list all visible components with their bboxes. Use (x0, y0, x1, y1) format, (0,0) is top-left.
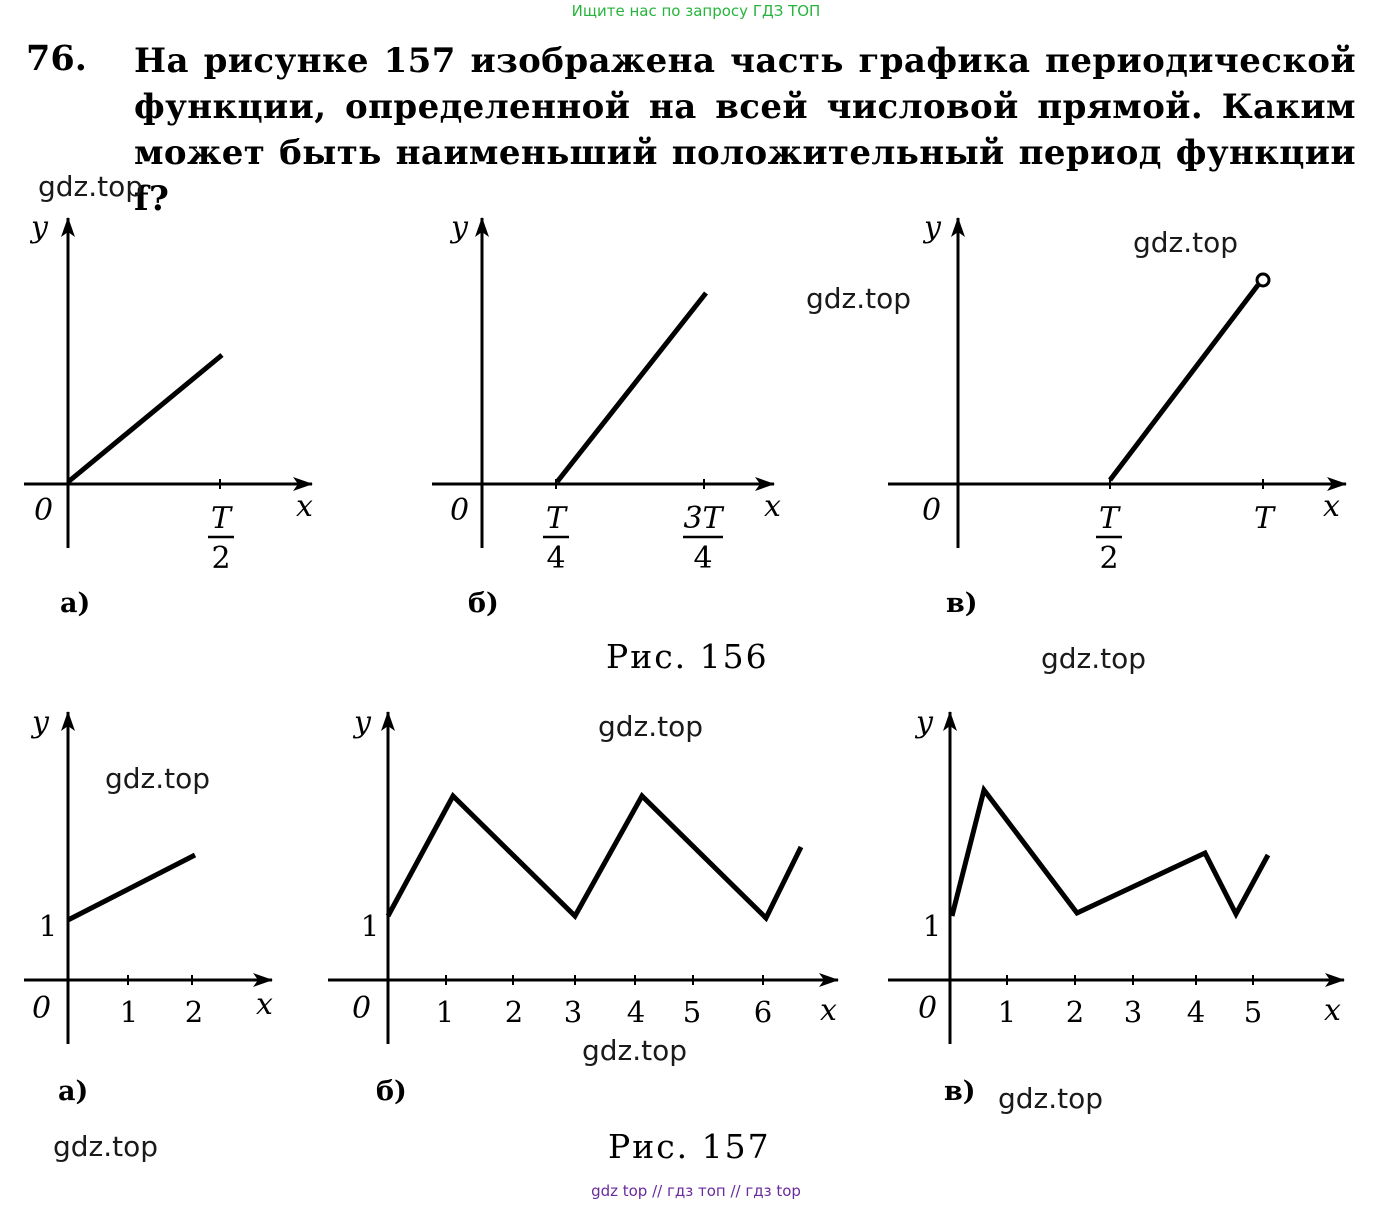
tick-label-numerator: T (1098, 501, 1120, 536)
watermark: gdz.top (998, 1082, 1104, 1115)
tick-label: T (1253, 501, 1275, 536)
fig157b-graph-polyline (388, 796, 801, 918)
x-axis-label: x (1324, 993, 1341, 1028)
problem-statement: На рисунке 157 изображена часть графика периодической функции, определенной на всей числовой прямой. Каким может быть наименьший положительный период функции f? (134, 41, 1356, 219)
figure-caption: Рис. 156 (606, 637, 769, 676)
problem-number: 76. (26, 38, 87, 79)
fig157a-graph-segment (68, 855, 195, 920)
origin-label: 0 (450, 493, 470, 528)
subfigure-label: а) (58, 1076, 89, 1107)
subfigure-label: в) (944, 1076, 976, 1107)
x-axis-label: x (296, 489, 313, 524)
watermark: gdz.top (1133, 226, 1239, 259)
watermark: gdz.top (582, 1034, 688, 1067)
fig156v-graph-segment (1110, 285, 1258, 480)
x-tick-label: 3 (563, 995, 583, 1029)
tick-label-numerator: 3T (683, 501, 723, 536)
x-tick-label: 5 (682, 995, 702, 1029)
watermark: gdz.top (53, 1130, 159, 1163)
x-tick-label: 1 (997, 995, 1017, 1029)
fig157v-graph-polyline (952, 790, 1268, 916)
y-axis-label: y (916, 705, 933, 740)
y-axis-label: y (924, 210, 941, 245)
x-tick-label: 2 (1065, 995, 1085, 1029)
origin-label: 0 (918, 991, 938, 1026)
y-axis-label: y (31, 210, 48, 245)
tick-label-denominator: 4 (693, 541, 713, 576)
footer-links[interactable]: gdz top // гдз топ // гдз top (591, 1182, 801, 1200)
tick-label-denominator: 2 (1099, 541, 1119, 576)
figure-caption: Рис. 157 (608, 1127, 771, 1166)
x-tick-label: 1 (435, 995, 455, 1029)
x-tick-label: 1 (119, 995, 139, 1029)
y-tick-label: 1 (38, 909, 58, 943)
tick-label-denominator: 2 (211, 541, 231, 576)
x-tick-label: 4 (626, 995, 646, 1029)
x-tick-label: 2 (184, 995, 204, 1029)
watermark: gdz.top (598, 710, 704, 743)
watermark: gdz.top (105, 762, 211, 795)
y-axis-label: y (354, 705, 371, 740)
subfigure-label: а) (60, 588, 91, 619)
x-tick-label: 3 (1123, 995, 1143, 1029)
x-tick-label: 5 (1243, 995, 1263, 1029)
subfigure-label: в) (946, 588, 978, 619)
watermark: gdz.top (806, 282, 912, 315)
fig156a-graph-segment (68, 355, 222, 482)
origin-label: 0 (32, 991, 52, 1026)
search-hint-banner: Ищите нас по запросу ГДЗ ТОП (571, 2, 821, 20)
watermark: gdz.top (38, 170, 144, 203)
y-tick-label: 1 (360, 909, 380, 943)
watermark: gdz.top (1041, 642, 1147, 675)
y-axis-label: y (451, 210, 468, 245)
y-axis-label: y (32, 705, 49, 740)
subfigure-label: б) (468, 588, 499, 619)
fig156b-graph-segment (557, 293, 706, 482)
fig156v-open-endpoint (1257, 274, 1269, 286)
subfigure-label: б) (376, 1076, 407, 1107)
x-axis-label: x (820, 993, 837, 1028)
x-tick-label: 6 (753, 995, 773, 1029)
x-tick-label: 4 (1186, 995, 1206, 1029)
origin-label: 0 (34, 493, 54, 528)
origin-label: 0 (922, 493, 942, 528)
tick-label-denominator: 4 (546, 541, 566, 576)
x-axis-label: x (256, 987, 273, 1022)
y-tick-label: 1 (922, 909, 942, 943)
x-axis-label: x (1323, 489, 1340, 524)
tick-label-numerator: T (210, 501, 232, 536)
tick-label-numerator: T (545, 501, 567, 536)
origin-label: 0 (352, 991, 372, 1026)
x-tick-label: 2 (504, 995, 524, 1029)
x-axis-label: x (764, 489, 781, 524)
